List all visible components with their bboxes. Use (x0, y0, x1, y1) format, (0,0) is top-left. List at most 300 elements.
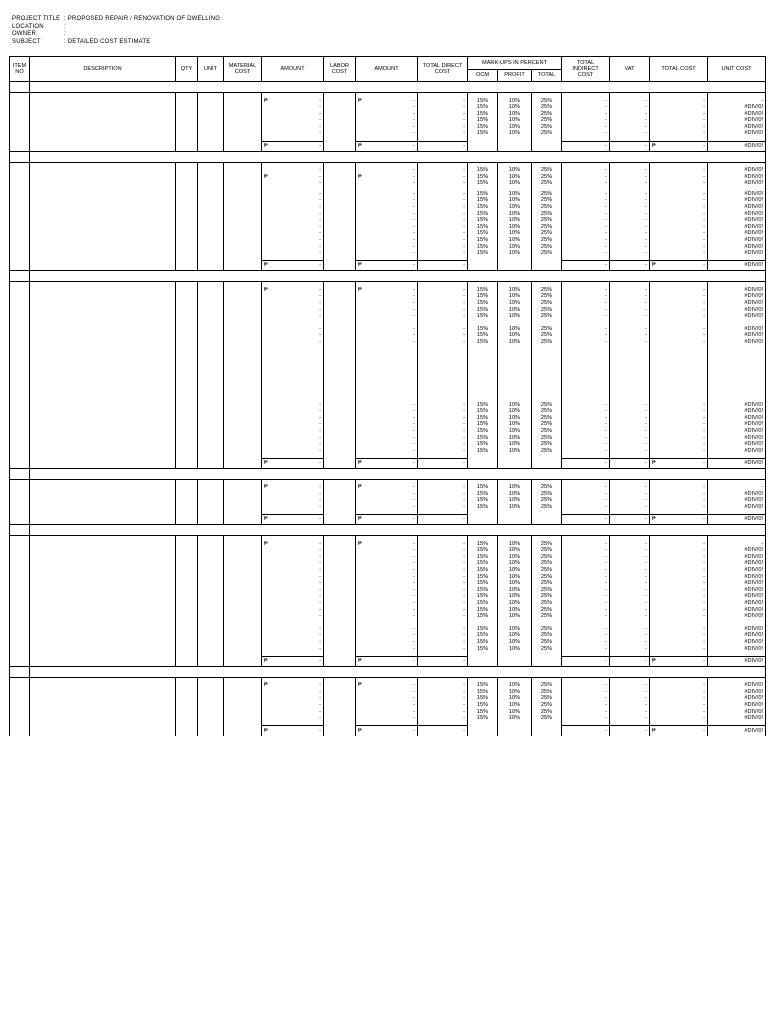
item-qty (176, 124, 198, 131)
profit-percent: 10% (498, 124, 532, 131)
total-percent: 25% (532, 244, 562, 251)
item-qty (176, 607, 198, 614)
total-percent: 25% (532, 421, 562, 428)
item-no (10, 646, 30, 653)
subtotal-cell (324, 458, 356, 468)
total-indirect-cost: - (562, 98, 610, 105)
total-direct-cost: - (418, 307, 468, 314)
total-direct-cost: - (418, 250, 468, 257)
vat: - (610, 491, 650, 498)
profit-percent: 10% (498, 250, 532, 257)
spacer-cell (562, 346, 610, 402)
subtotal-vat: - (610, 141, 650, 151)
item-qty (176, 504, 198, 511)
labor-cost (324, 574, 356, 581)
section-header-row (10, 271, 766, 282)
labor-amount: - (356, 300, 418, 307)
unit-cost: #DIV/0! (708, 217, 766, 224)
labor-cost (324, 626, 356, 633)
spacer-cell (418, 346, 468, 402)
table-row (10, 560, 766, 567)
labor-amount: - (356, 111, 418, 118)
total-indirect-cost: - (562, 307, 610, 314)
labor-cost (324, 244, 356, 251)
total-percent: 25% (532, 326, 562, 333)
material-cost (224, 448, 262, 455)
total-percent: 25% (532, 491, 562, 498)
subtotal-cell (224, 261, 262, 271)
vat: - (610, 695, 650, 702)
total-direct-cost: - (418, 567, 468, 574)
item-no (10, 191, 30, 198)
material-amount: ₱ - (262, 484, 324, 491)
unit-cost: #DIV/0! (708, 709, 766, 716)
item-description (30, 695, 176, 702)
location-label: LOCATION (12, 23, 44, 30)
material-amount: - (262, 224, 324, 231)
total-indirect-cost: - (562, 339, 610, 346)
item-description (30, 104, 176, 111)
item-description (30, 702, 176, 709)
total-percent: 25% (532, 541, 562, 548)
total-direct-cost: - (418, 709, 468, 716)
item-no (10, 560, 30, 567)
material-cost (224, 646, 262, 653)
section-header-row (10, 82, 766, 93)
table-row (10, 326, 766, 333)
subtotal-material-amount: ₱ - (262, 726, 324, 736)
total-cost: - (650, 613, 708, 620)
item-unit (198, 689, 224, 696)
item-qty (176, 448, 198, 455)
vat: - (610, 111, 650, 118)
labor-amount: - (356, 448, 418, 455)
total-cost: - (650, 326, 708, 333)
item-description (30, 332, 176, 339)
subtotal-cell (498, 458, 532, 468)
spacer-cell (532, 346, 562, 402)
unit-cost: #DIV/0! (708, 167, 766, 174)
ocm-percent: 15% (468, 250, 498, 257)
item-qty (176, 244, 198, 251)
material-amount: - (262, 441, 324, 448)
item-unit (198, 587, 224, 594)
subtotal-cell (10, 458, 30, 468)
table-row (10, 250, 766, 257)
labor-cost (324, 435, 356, 442)
labor-amount: ₱ - (356, 484, 418, 491)
item-description (30, 217, 176, 224)
item-no (10, 626, 30, 633)
total-direct-cost: - (418, 313, 468, 320)
labor-amount: - (356, 593, 418, 600)
table-row (10, 626, 766, 633)
subtotal-unit-cost: #DIV/0! (708, 141, 766, 151)
item-unit (198, 497, 224, 504)
section-title (30, 468, 766, 479)
vat: - (610, 682, 650, 689)
item-unit (198, 300, 224, 307)
material-amount: - (262, 313, 324, 320)
total-direct-cost: - (418, 448, 468, 455)
labor-amount: - (356, 293, 418, 300)
subtotal-row (10, 261, 766, 271)
material-cost (224, 639, 262, 646)
material-amount: - (262, 497, 324, 504)
total-indirect-cost: - (562, 587, 610, 594)
unit-cost: #DIV/0! (708, 567, 766, 574)
total-percent: 25% (532, 646, 562, 653)
item-no (10, 313, 30, 320)
material-cost (224, 104, 262, 111)
item-unit (198, 593, 224, 600)
material-cost (224, 217, 262, 224)
total-direct-cost: - (418, 484, 468, 491)
item-description (30, 307, 176, 314)
material-amount: - (262, 326, 324, 333)
subtotal-cell (324, 261, 356, 271)
table-row (10, 237, 766, 244)
total-direct-cost: - (418, 613, 468, 620)
total-percent: 25% (532, 415, 562, 422)
total-direct-cost: - (418, 541, 468, 548)
item-description (30, 402, 176, 409)
table-row (10, 715, 766, 722)
item-unit (198, 632, 224, 639)
labor-amount: - (356, 217, 418, 224)
subtotal-direct: - (418, 141, 468, 151)
item-no (10, 607, 30, 614)
item-no (10, 587, 30, 594)
material-cost (224, 574, 262, 581)
material-amount: - (262, 702, 324, 709)
labor-amount: - (356, 626, 418, 633)
subtotal-material-amount: ₱ - (262, 458, 324, 468)
item-unit (198, 124, 224, 131)
labor-amount: - (356, 211, 418, 218)
labor-cost (324, 428, 356, 435)
total-direct-cost: - (418, 117, 468, 124)
col-unit: UNIT (198, 57, 224, 82)
table-row (10, 613, 766, 620)
unit-cost: #DIV/0! (708, 646, 766, 653)
ocm-percent: 15% (468, 402, 498, 409)
ocm-percent: 15% (468, 600, 498, 607)
material-amount: - (262, 695, 324, 702)
item-no (10, 237, 30, 244)
table-row (10, 300, 766, 307)
item-description (30, 448, 176, 455)
profit-percent: 10% (498, 682, 532, 689)
subtotal-vat: - (610, 726, 650, 736)
total-indirect-cost: - (562, 702, 610, 709)
col-total-direct: TOTAL DIRECT COST (418, 57, 468, 82)
table-row (10, 547, 766, 554)
subtotal-cell (324, 726, 356, 736)
item-description (30, 607, 176, 614)
material-amount: - (262, 587, 324, 594)
subtotal-cell (324, 656, 356, 666)
item-unit (198, 287, 224, 294)
item-unit (198, 448, 224, 455)
labor-cost (324, 237, 356, 244)
item-description (30, 287, 176, 294)
total-percent: 25% (532, 408, 562, 415)
spacer-cell (10, 346, 30, 402)
col-amount-2: AMOUNT (356, 57, 418, 82)
item-qty (176, 204, 198, 211)
total-indirect-cost: - (562, 574, 610, 581)
item-qty (176, 130, 198, 137)
ocm-percent: 15% (468, 117, 498, 124)
item-no (10, 98, 30, 105)
labor-cost (324, 250, 356, 257)
table-row (10, 646, 766, 653)
total-cost: - (650, 574, 708, 581)
material-cost (224, 332, 262, 339)
material-amount: - (262, 211, 324, 218)
material-amount: - (262, 715, 324, 722)
subtotal-cell (498, 726, 532, 736)
total-percent: 25% (532, 217, 562, 224)
item-no (10, 682, 30, 689)
material-cost (224, 224, 262, 231)
item-description (30, 491, 176, 498)
material-amount: - (262, 293, 324, 300)
subtotal-cell (198, 141, 224, 151)
total-direct-cost: - (418, 402, 468, 409)
total-direct-cost: - (418, 441, 468, 448)
unit-cost: #DIV/0! (708, 117, 766, 124)
total-cost: - (650, 191, 708, 198)
ocm-percent: 15% (468, 191, 498, 198)
subtotal-vat: - (610, 515, 650, 525)
total-cost: - (650, 448, 708, 455)
section-header-row (10, 468, 766, 479)
total-percent: 25% (532, 448, 562, 455)
total-indirect-cost: - (562, 626, 610, 633)
table-row (10, 244, 766, 251)
total-percent: 25% (532, 702, 562, 709)
vat: - (610, 402, 650, 409)
item-no (10, 702, 30, 709)
item-unit (198, 224, 224, 231)
spacer-cell (610, 346, 650, 402)
table-row (10, 580, 766, 587)
item-no (10, 180, 30, 187)
labor-cost (324, 702, 356, 709)
material-amount: - (262, 339, 324, 346)
ocm-percent: 15% (468, 104, 498, 111)
material-cost (224, 702, 262, 709)
item-no (10, 547, 30, 554)
material-cost (224, 204, 262, 211)
ocm-percent: 15% (468, 695, 498, 702)
item-unit (198, 580, 224, 587)
total-indirect-cost: - (562, 326, 610, 333)
item-description (30, 230, 176, 237)
item-no (10, 709, 30, 716)
item-no (10, 250, 30, 257)
total-indirect-cost: - (562, 613, 610, 620)
profit-percent: 10% (498, 587, 532, 594)
section-title (30, 525, 766, 536)
subtotal-direct: - (418, 656, 468, 666)
labor-amount: - (356, 408, 418, 415)
labor-amount: - (356, 421, 418, 428)
profit-percent: 10% (498, 217, 532, 224)
unit-cost: #DIV/0! (708, 224, 766, 231)
item-unit (198, 174, 224, 181)
item-unit (198, 230, 224, 237)
material-cost (224, 211, 262, 218)
total-cost: - (650, 332, 708, 339)
total-indirect-cost: - (562, 117, 610, 124)
labor-cost (324, 491, 356, 498)
total-indirect-cost: - (562, 497, 610, 504)
labor-amount: - (356, 326, 418, 333)
total-direct-cost: - (418, 554, 468, 561)
table-row (10, 174, 766, 181)
unit-cost: #DIV/0! (708, 695, 766, 702)
total-percent: 25% (532, 626, 562, 633)
unit-cost: #DIV/0! (708, 237, 766, 244)
subtotal-label (30, 261, 176, 271)
item-no (10, 197, 30, 204)
total-cost: - (650, 111, 708, 118)
unit-cost: #DIV/0! (708, 435, 766, 442)
vat: - (610, 167, 650, 174)
item-unit (198, 293, 224, 300)
labor-cost (324, 326, 356, 333)
table-row (10, 167, 766, 174)
vat: - (610, 104, 650, 111)
item-no (10, 174, 30, 181)
total-direct-cost: - (418, 237, 468, 244)
ocm-percent: 15% (468, 326, 498, 333)
material-amount: - (262, 421, 324, 428)
subtotal-direct: - (418, 726, 468, 736)
material-amount: - (262, 332, 324, 339)
labor-cost (324, 695, 356, 702)
profit-percent: 10% (498, 98, 532, 105)
item-unit (198, 491, 224, 498)
total-direct-cost: - (418, 560, 468, 567)
labor-cost (324, 211, 356, 218)
total-cost: - (650, 702, 708, 709)
material-amount: - (262, 607, 324, 614)
column-header-row (10, 57, 766, 70)
vat: - (610, 408, 650, 415)
labor-cost (324, 689, 356, 696)
total-direct-cost: - (418, 174, 468, 181)
total-cost: - (650, 230, 708, 237)
labor-cost (324, 224, 356, 231)
section-title (30, 666, 766, 677)
ocm-percent: 15% (468, 607, 498, 614)
total-percent: 25% (532, 300, 562, 307)
total-indirect-cost: - (562, 441, 610, 448)
unit-cost: #DIV/0! (708, 300, 766, 307)
table-row (10, 695, 766, 702)
profit-percent: 10% (498, 541, 532, 548)
item-description (30, 124, 176, 131)
subtotal-indirect: - (562, 656, 610, 666)
table-row (10, 600, 766, 607)
item-description (30, 408, 176, 415)
total-direct-cost: - (418, 587, 468, 594)
total-direct-cost: - (418, 191, 468, 198)
material-amount: - (262, 646, 324, 653)
material-cost (224, 111, 262, 118)
ocm-percent: 15% (468, 98, 498, 105)
labor-cost (324, 607, 356, 614)
total-cost: - (650, 715, 708, 722)
ocm-percent: 15% (468, 554, 498, 561)
item-description (30, 428, 176, 435)
item-unit (198, 504, 224, 511)
total-cost: - (650, 300, 708, 307)
unit-cost: #DIV/0! (708, 287, 766, 294)
total-direct-cost: - (418, 230, 468, 237)
subtotal-direct: - (418, 515, 468, 525)
subtotal-cell (224, 458, 262, 468)
item-description (30, 313, 176, 320)
item-description (30, 244, 176, 251)
total-direct-cost: - (418, 580, 468, 587)
labor-cost (324, 484, 356, 491)
item-qty (176, 180, 198, 187)
unit-cost: #DIV/0! (708, 250, 766, 257)
total-indirect-cost: - (562, 435, 610, 442)
item-unit (198, 307, 224, 314)
total-indirect-cost: - (562, 167, 610, 174)
labor-cost (324, 567, 356, 574)
material-cost (224, 607, 262, 614)
material-amount: - (262, 250, 324, 257)
item-no (10, 402, 30, 409)
owner-label: OWNER (12, 31, 36, 37)
item-qty (176, 695, 198, 702)
vat: - (610, 313, 650, 320)
subtotal-label (30, 656, 176, 666)
ocm-percent: 15% (468, 580, 498, 587)
spacer-cell (468, 346, 498, 402)
labor-cost (324, 98, 356, 105)
total-direct-cost: - (418, 332, 468, 339)
unit-cost: #DIV/0! (708, 715, 766, 722)
vat: - (610, 435, 650, 442)
item-no (10, 504, 30, 511)
labor-cost (324, 117, 356, 124)
table-row (10, 448, 766, 455)
item-description (30, 435, 176, 442)
labor-amount: - (356, 237, 418, 244)
material-cost (224, 230, 262, 237)
profit-percent: 10% (498, 287, 532, 294)
material-cost (224, 250, 262, 257)
ocm-percent: 15% (468, 230, 498, 237)
unit-cost: - (708, 98, 766, 105)
profit-percent: 10% (498, 111, 532, 118)
material-amount: - (262, 230, 324, 237)
vat: - (610, 332, 650, 339)
profit-percent: 10% (498, 632, 532, 639)
unit-cost: #DIV/0! (708, 632, 766, 639)
total-percent: 25% (532, 339, 562, 346)
item-qty (176, 197, 198, 204)
material-cost (224, 441, 262, 448)
